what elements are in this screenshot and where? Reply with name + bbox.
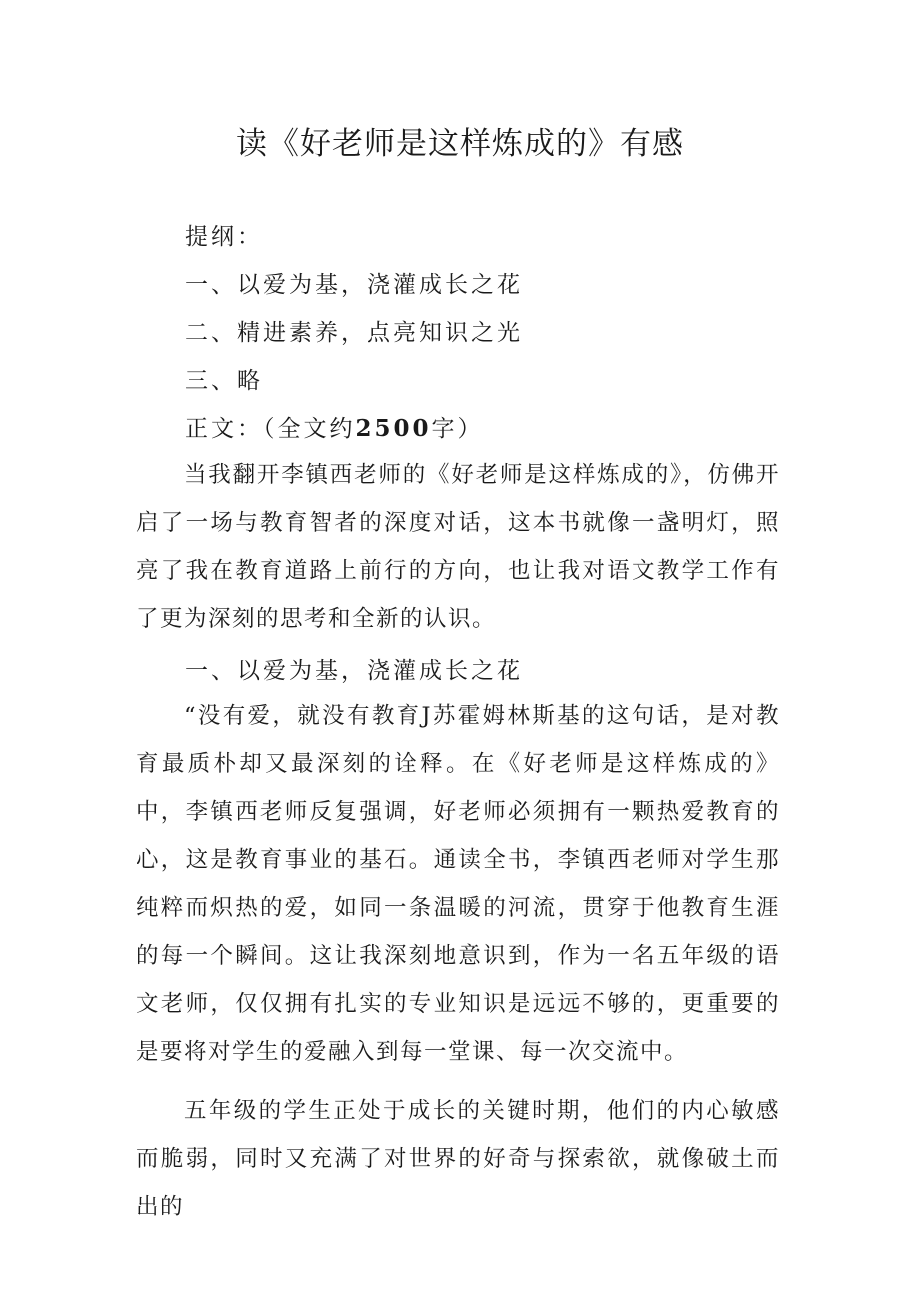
body-intro-prefix: 正文：（全文约 <box>185 416 356 442</box>
paragraph-intro: 当我翻开李镇西老师的《好老师是这样炼成的》，仿佛开启了一场与教育智者的深度对话，这本书就像一盏明灯，照亮了我在教育道路上前行的方向，也让我对语文教学工作有了更为深刻的思考和全新的认识。 <box>136 462 780 632</box>
body-intro <box>185 410 484 443</box>
outline-item-3: 三、略 <box>185 368 263 394</box>
outline-item-2: 二、精进素养，点亮知识之光 <box>185 320 523 346</box>
outline-label: 提纲： <box>185 224 263 250</box>
word-count: 2500 <box>355 415 432 442</box>
outline-item-1: 一、以爱为基，浇灌成长之花 <box>185 272 523 298</box>
paragraph-love: “没有爱，就没有教育J苏霍姆林斯基的这句话，是对教育最质朴却又最深刻的诠释。在《好老师是这样炼成的》中，李镇西老师反复强调，好老师必须拥有一颗热爱教育的心，这是教育事业的基石。通读全书，李镇西老师对学生那纯粹而炽热的爱，如同一条温暖的河流，贯穿于他教育生涯的每一个瞬间。这让我深刻地意识到，作为一名五年级的语文老师，仅仅拥有扎实的专业知识是远远不够的，更重要的是要将对学生的爱融入到每一堂课、每一次交流中。 <box>136 703 780 1065</box>
section-heading-1: 一、以爱为基，浇灌成长之花 <box>185 658 523 684</box>
body-intro-suffix: 字） <box>431 416 484 442</box>
paragraph-grade-five: 五年级的学生正处于成长的关键时期，他们的内心敏感而脆弱，同时又充满了对世界的好奇与探索欲，就像破土而出的 <box>136 1098 780 1220</box>
document-title: 读《好老师是这样炼成的》有感 <box>236 126 684 162</box>
